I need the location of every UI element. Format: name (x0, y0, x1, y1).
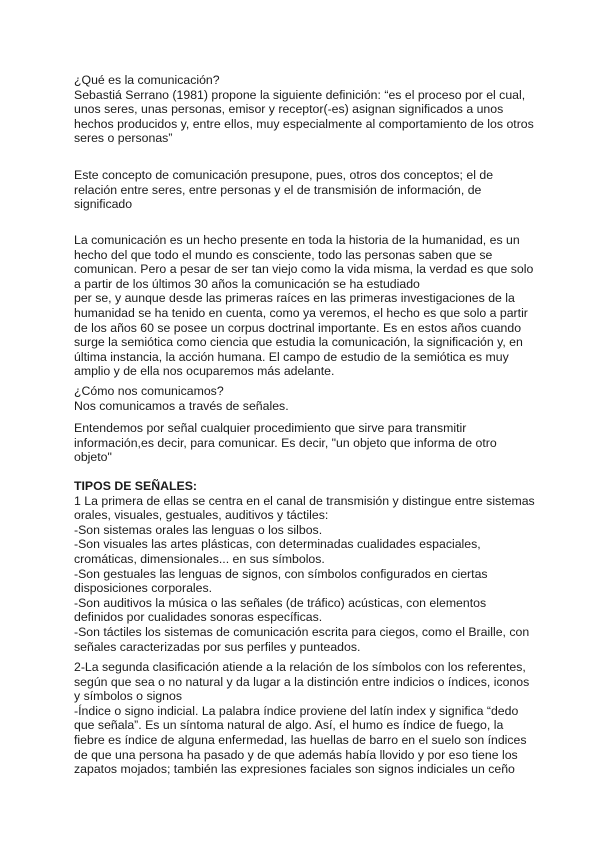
text-line: definidos por cualidades sonoras específicas. (74, 610, 323, 625)
text-line: disposiciones corporales. (74, 581, 213, 596)
text-line: hechos producidos y, entre ellos, muy especialmente al comportamiento de los otros (74, 116, 534, 131)
text-line: que señala”. Es un síntoma natural de algo. Así, el humo es índice de fuego, la (74, 718, 504, 733)
section-senal (74, 421, 534, 465)
text-line: de que una persona ha pasado y de que además había llovido y por eso tiene los (74, 747, 518, 762)
text-line: Entendemos por señal cualquier procedimiento que sirve para transmitir (74, 421, 467, 435)
text-line: información,es decir, para comunicar. Es decir, "un objeto que informa de otro (74, 435, 497, 450)
text-line: zapatos mojados; también las expresiones faciales son signos indiciales un ceño (74, 762, 515, 777)
text-line: unos seres, unas personas, emisor y receptor(-es) asignan significados a unos (74, 102, 504, 117)
text-line: última instancia, la acción humana. El campo de estudio de la semiótica es muy (74, 349, 509, 364)
text-line: -Índice o signo indicial. La palabra índice proviene del latín index y significa “dedo (74, 703, 519, 718)
text-line: -Son auditivos la música o las señales (de tráfico) acústicas, con elementos (74, 595, 487, 610)
text-line: -Son gestuales las lenguas de signos, con símbolos configurados en ciertas (74, 566, 488, 581)
text-line: a partir de los últimos 30 años la comunicación se ha estudiado (74, 276, 420, 291)
text-line: según que sea o no natural y da lugar a la distinción entre indicios o índices, iconos (74, 674, 530, 689)
text-line: y símbolos o signos (74, 689, 182, 704)
text-line: objeto" (74, 450, 112, 465)
text-line: comunican. Pero a pesar de ser tan viejo como la vida misma, la verdad es que solo (74, 262, 534, 277)
section-que-es (74, 73, 534, 146)
text-line: ¿Cómo nos comunicamos? (74, 384, 224, 398)
text-line: amplio y de ella nos ocuparemos más adelante. (74, 364, 335, 379)
section-heading: TIPOS DE SEÑALES: (74, 479, 197, 493)
text-line: per se, y aunque desde las primeras raíces en las primeras investigaciones de la (74, 291, 515, 306)
text-line: hecho del que todo el mundo es consciente, todo las personas saben que se (74, 247, 493, 262)
text-line: de los años 60 se posee un corpus doctrinal importante. Es en estos años cuando (74, 320, 522, 335)
section-historia (74, 233, 534, 379)
text-line: -Son sistemas orales las lenguas o los silbos. (74, 522, 323, 537)
section-concepto (74, 168, 534, 212)
section-segunda (74, 660, 534, 777)
text-line: significado (74, 197, 133, 212)
section-tipos (74, 479, 534, 654)
section-como (74, 384, 534, 413)
text-line: surge la semiótica como ciencia que estudia la comunicación, la significación y, en (74, 335, 523, 350)
text-line: señales caracterizadas por sus perfiles y punteados. (74, 639, 361, 654)
text-line: orales, visuales, gestuales, auditivos y táctiles: (74, 508, 329, 523)
text-line: La comunicación es un hecho presente en toda la historia de la humanidad, es un (74, 233, 520, 247)
text-line: ¿Qué es la comunicación? (74, 73, 220, 87)
text-line: Nos comunicamos a través de señales. (74, 398, 289, 413)
text-line: Este concepto de comunicación presupone, pues, otros dos conceptos; el de (74, 168, 494, 182)
text-line: Sebastiá Serrano (1981) propone la siguiente definición: “es el proceso por el cual, (74, 87, 526, 102)
text-line: -Son visuales las artes plásticas, con determinadas cualidades espaciales, (74, 537, 481, 552)
text-line: humanidad se ha tenido en cuenta, como ya veremos, el hecho es que solo a partir (74, 305, 528, 320)
text-line: fiebre es índice de alguna enfermedad, las huellas de barro en el suelo son índices (74, 732, 527, 747)
text-line: relación entre seres, entre personas y el de transmisión de información, de (74, 182, 482, 197)
text-line: cromáticas, dimensionales... en sus símbolos. (74, 551, 325, 566)
text-line: seres o personas” (74, 131, 173, 146)
text-line: -Son táctiles los sistemas de comunicación escrita para ciegos, como el Braille, con (74, 624, 530, 639)
text-line: 2-La segunda clasificación atiende a la relación de los símbolos con los referentes, (74, 660, 526, 674)
text-line: 1 La primera de ellas se centra en el canal de transmisión y distingue entre sistemas (74, 493, 535, 508)
